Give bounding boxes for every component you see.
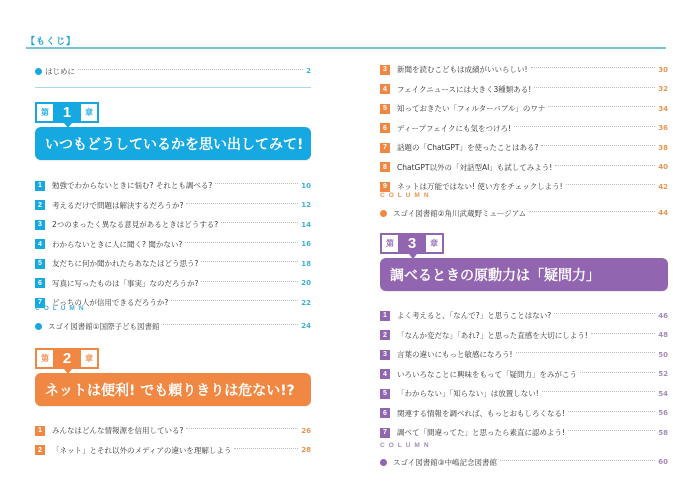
entry-title: よく考えると、「なんで?」と思うことはない? xyxy=(397,311,552,321)
page-number: 2 xyxy=(306,67,311,75)
toc-entry[interactable] xyxy=(380,326,668,346)
toc-entry[interactable] xyxy=(380,384,668,404)
chapter-1-list xyxy=(35,176,311,313)
toc-entry[interactable] xyxy=(35,196,311,216)
dotted-leader xyxy=(534,87,655,88)
dotted-leader xyxy=(186,428,298,429)
toc-entry[interactable] xyxy=(380,80,668,100)
item-number-badge: 5 xyxy=(35,259,45,269)
entry-title: 言葉の違いにもっと敏感になろう! xyxy=(397,350,513,360)
bullet-icon xyxy=(380,210,387,217)
toc-entry[interactable] xyxy=(380,158,668,178)
chapter-number: 3 xyxy=(407,235,417,252)
page-number: 14 xyxy=(301,220,311,229)
toc-title: 【もくじ】 xyxy=(26,37,77,47)
chapter-prefix: 第 xyxy=(37,104,53,121)
page-number: 40 xyxy=(658,163,668,172)
page-number: 34 xyxy=(658,104,668,113)
toc-entry-column-3[interactable] xyxy=(380,455,668,469)
item-number-badge: 7 xyxy=(380,143,390,153)
toc-entry[interactable] xyxy=(35,274,311,294)
entry-title: みんなはどんな情報源を信用している? xyxy=(52,426,184,436)
dotted-leader xyxy=(185,242,298,243)
toc-entry[interactable] xyxy=(380,99,668,119)
entry-title: 新聞を読むこどもは成績がいいらしい! xyxy=(397,65,528,75)
page-number: 60 xyxy=(658,458,668,466)
page-number: 38 xyxy=(658,143,668,152)
dotted-leader xyxy=(531,67,656,68)
chapter-1-heading xyxy=(35,102,311,160)
entry-title: ディープフェイクにも気をつけろ! xyxy=(397,123,512,133)
intro-divider xyxy=(35,87,311,88)
item-number-badge: 2 xyxy=(380,330,390,340)
bullet-icon xyxy=(35,68,42,75)
entry-title: フェイクニュースには大きく3種類ある! xyxy=(397,84,532,94)
entry-title: 写真に写ったものは「事実」なのだろうか? xyxy=(52,278,199,288)
chapter-prefix: 第 xyxy=(37,350,53,367)
entry-title: スゴイ図書館③中嶋記念図書館 xyxy=(393,457,497,467)
page-number: 56 xyxy=(658,409,668,418)
entry-title: ネットは万能ではない! 使い方をチェックしよう! xyxy=(397,182,563,192)
entry-title: 考えるだけで問題は解決するだろうか? xyxy=(52,200,184,210)
chapter-title: ネットは便利! でも頼りきりは危ない!? xyxy=(35,373,311,406)
entry-title: 「ネット」とそれ以外のメディアの違いを理解しよう xyxy=(52,445,232,455)
item-number-badge: 4 xyxy=(35,239,45,249)
bullet-icon xyxy=(35,323,42,330)
item-number-badge: 9 xyxy=(380,182,390,192)
dotted-leader xyxy=(500,460,655,461)
chapter-tag xyxy=(35,102,99,123)
entry-title: ChatGPT以外の「対話型AI」も試してみよう! xyxy=(397,162,553,172)
page-number: 54 xyxy=(658,389,668,398)
dotted-leader xyxy=(163,324,299,325)
toc-entry[interactable] xyxy=(380,345,668,365)
page-number: 28 xyxy=(301,446,311,455)
dotted-leader xyxy=(516,352,656,353)
chapter-suffix: 章 xyxy=(81,104,97,121)
item-number-badge: 1 xyxy=(35,426,45,436)
item-number-badge: 5 xyxy=(380,104,390,114)
chapter-tag xyxy=(380,233,444,254)
dotted-leader xyxy=(555,165,655,166)
item-number-badge: 6 xyxy=(380,408,390,418)
item-number-badge: 2 xyxy=(35,200,45,210)
entry-title: 調べて「間違ってた」と思ったら素直に認めよう! xyxy=(397,428,566,438)
entry-title: どっちの人が信用できるだろうか? xyxy=(52,298,169,308)
dotted-leader xyxy=(201,261,298,262)
toc-entry[interactable] xyxy=(380,60,668,80)
item-number-badge: 6 xyxy=(380,123,390,133)
page-number: 52 xyxy=(658,370,668,379)
dotted-leader xyxy=(186,203,298,204)
chapter-2-list-right xyxy=(380,60,668,197)
item-number-badge: 2 xyxy=(35,445,45,455)
page-number: 44 xyxy=(658,209,668,217)
dotted-leader xyxy=(201,281,298,282)
chapter-2-list-left xyxy=(35,421,311,460)
item-number-badge: 8 xyxy=(380,162,390,172)
toc-entry[interactable] xyxy=(35,176,311,196)
page-number: 42 xyxy=(658,182,668,191)
entry-title: 「なんか変だな」「あれ?」と思った直感を大切にしよう! xyxy=(397,330,588,340)
dotted-leader xyxy=(542,391,655,392)
toc-entry[interactable] xyxy=(35,215,311,235)
toc-entry[interactable] xyxy=(35,254,311,274)
page-number: 16 xyxy=(301,240,311,249)
page-number: 58 xyxy=(658,428,668,437)
chapter-tag xyxy=(35,348,99,369)
toc-entry-column-1[interactable] xyxy=(35,319,311,333)
toc-entry-intro[interactable] xyxy=(35,64,311,78)
page-number: 50 xyxy=(658,350,668,359)
page-number: 20 xyxy=(301,279,311,288)
toc-entry[interactable] xyxy=(380,138,668,158)
dotted-leader xyxy=(171,300,298,301)
page-number: 22 xyxy=(301,298,311,307)
dotted-leader xyxy=(548,106,655,107)
entry-title: 勉強でわからないときに悩む? それとも調べる? xyxy=(52,181,213,191)
dotted-leader xyxy=(541,145,655,146)
chapter-3-heading xyxy=(380,233,668,291)
item-number-badge: 3 xyxy=(380,65,390,75)
dotted-leader xyxy=(234,448,298,449)
page-number: 24 xyxy=(301,322,311,330)
entry-title: スゴイ図書館①国際子ども図書館 xyxy=(48,321,160,331)
chapter-2-heading xyxy=(35,348,311,406)
chapter-title: 調べるときの原動力は「疑問力」 xyxy=(380,258,668,291)
item-number-badge: 3 xyxy=(380,350,390,360)
chapter-suffix: 章 xyxy=(426,235,442,252)
toc-entry[interactable] xyxy=(380,404,668,424)
entry-title: スゴイ図書館②角川武蔵野ミュージアム xyxy=(393,208,527,218)
dotted-leader xyxy=(529,211,655,212)
header-divider xyxy=(26,47,666,49)
page-number: 26 xyxy=(301,426,311,435)
dotted-leader xyxy=(568,411,655,412)
page-number: 46 xyxy=(658,311,668,320)
page-number: 48 xyxy=(658,331,668,340)
column-label: COLUMN xyxy=(380,442,433,449)
page-number: 10 xyxy=(301,181,311,190)
page-number: 36 xyxy=(658,124,668,133)
chapter-number: 2 xyxy=(62,350,72,367)
entry-title: 「わからない」「知らない」は放置しない! xyxy=(397,389,539,399)
page-number: 30 xyxy=(658,65,668,74)
entry-title: 友だちに何か聞かれたらあなたはどう思う? xyxy=(52,259,199,269)
page-number: 32 xyxy=(658,85,668,94)
item-number-badge: 7 xyxy=(380,428,390,438)
column-label: COLUMN xyxy=(35,305,88,312)
item-number-badge: 1 xyxy=(35,181,45,191)
dotted-leader xyxy=(215,183,298,184)
chapter-number: 1 xyxy=(62,104,72,121)
dotted-leader xyxy=(580,372,655,373)
entry-title: 関連する情報を調べれば、もっとおもしろくなる! xyxy=(397,408,566,418)
dotted-leader xyxy=(554,313,655,314)
toc-entry[interactable] xyxy=(35,441,311,461)
entry-title: 知っておきたい「フィルターバブル」のワナ xyxy=(397,104,546,114)
page-number: 18 xyxy=(301,259,311,268)
column-label: COLUMN xyxy=(380,192,433,199)
entry-title: わからないときに人に聞く? 聞かない? xyxy=(52,239,183,249)
page-number: 12 xyxy=(301,201,311,210)
item-number-badge: 6 xyxy=(35,278,45,288)
toc-entry[interactable] xyxy=(380,306,668,326)
chapter-suffix: 章 xyxy=(81,350,97,367)
entry-title: 話題の「ChatGPT」を使ったことはある? xyxy=(397,143,539,153)
entry-title: いろいろなことに興味をもって「疑問力」をみがこう xyxy=(397,369,577,379)
dotted-leader xyxy=(78,69,303,70)
bullet-icon xyxy=(380,459,387,466)
toc-entry[interactable] xyxy=(380,365,668,385)
dotted-leader xyxy=(221,222,298,223)
item-number-badge: 1 xyxy=(380,311,390,321)
dotted-leader xyxy=(566,184,656,185)
item-number-badge: 7 xyxy=(35,298,45,308)
entry-title: はじめに xyxy=(45,66,75,76)
chapter-title: いつもどうしているかを思い出してみて! xyxy=(35,127,311,160)
item-number-badge: 5 xyxy=(380,389,390,399)
chapter-prefix: 第 xyxy=(382,235,398,252)
dotted-leader xyxy=(568,430,655,431)
toc-entry[interactable] xyxy=(35,235,311,255)
toc-entry[interactable] xyxy=(380,119,668,139)
toc-entry[interactable] xyxy=(380,423,668,443)
toc-entry-column-2[interactable] xyxy=(380,206,668,220)
item-number-badge: 4 xyxy=(380,369,390,379)
item-number-badge: 4 xyxy=(380,84,390,94)
item-number-badge: 3 xyxy=(35,220,45,230)
dotted-leader xyxy=(514,126,655,127)
toc-entry[interactable] xyxy=(35,421,311,441)
dotted-leader xyxy=(591,333,656,334)
chapter-3-list xyxy=(380,306,668,443)
entry-title: 2つのまったく異なる意見があるときはどうする? xyxy=(52,220,219,230)
